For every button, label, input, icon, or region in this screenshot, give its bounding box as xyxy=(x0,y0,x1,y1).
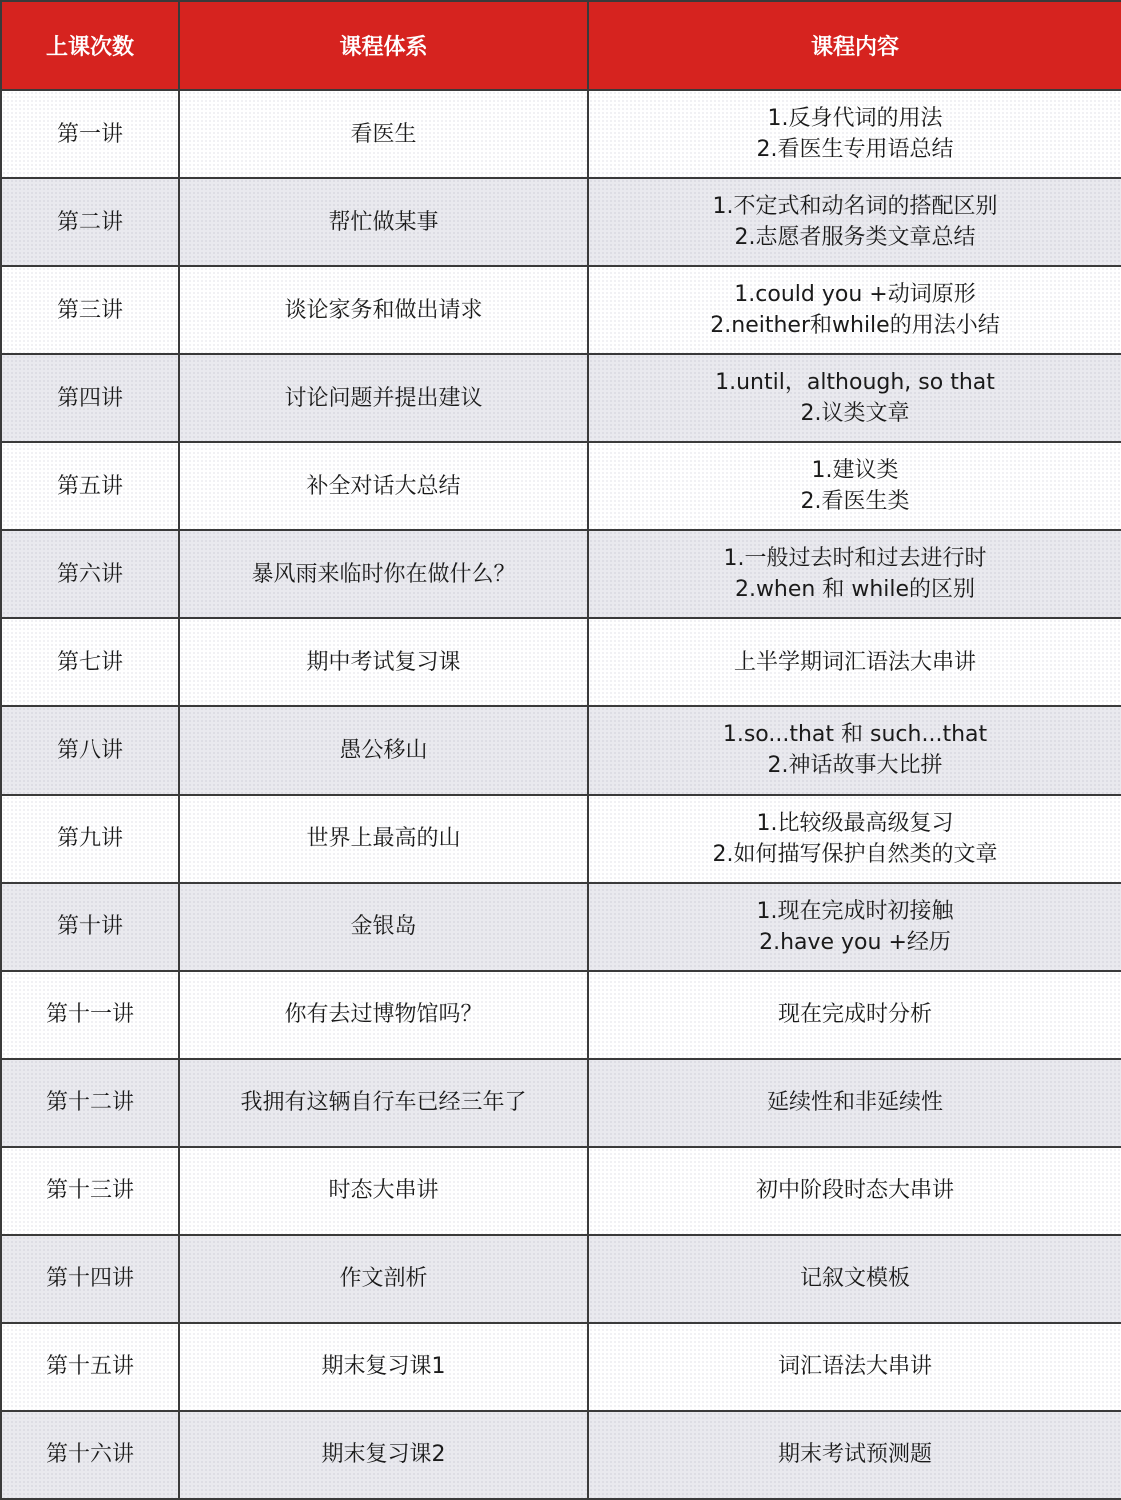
table-row xyxy=(1,618,1121,706)
header-session: 上课次数 xyxy=(1,1,179,90)
content-line: 2.when 和 while的区别 xyxy=(734,577,976,603)
course-system-cell: 帮忙做某事 xyxy=(179,178,588,266)
course-content-cell xyxy=(588,1323,1121,1411)
session-cell: 第六讲 xyxy=(1,530,179,618)
header-content: 课程内容 xyxy=(588,1,1121,90)
header-row xyxy=(1,1,1121,90)
content-line: 延续性和非延续性 xyxy=(766,1090,943,1116)
table-body xyxy=(1,90,1121,1499)
content-line: 2.看医生类 xyxy=(800,489,910,515)
session-cell: 第一讲 xyxy=(1,90,179,178)
content-line: 期末考试预测题 xyxy=(777,1442,932,1468)
table-row xyxy=(1,971,1121,1059)
course-content-cell xyxy=(588,1411,1121,1499)
content-line: 1.until，although, so that xyxy=(715,370,995,396)
course-system-cell: 讨论问题并提出建议 xyxy=(179,354,588,442)
table-row xyxy=(1,354,1121,442)
content-line: 1.现在完成时初接触 xyxy=(756,898,954,924)
content-line: 1.建议类 xyxy=(811,458,899,484)
content-line: 2.neither和while的用法小结 xyxy=(710,313,1000,339)
session-cell: 第十六讲 xyxy=(1,1411,179,1499)
content-line: 记叙文模板 xyxy=(799,1266,910,1292)
session-cell: 第十讲 xyxy=(1,883,179,971)
content-line: 现在完成时分析 xyxy=(777,1002,932,1028)
course-content-cell xyxy=(588,530,1121,618)
course-system-cell: 期末复习课1 xyxy=(179,1323,588,1411)
course-system-cell: 愚公移山 xyxy=(179,706,588,794)
course-content-cell xyxy=(588,1059,1121,1147)
content-line: 2.神话故事大比拼 xyxy=(767,753,943,779)
content-line: 2.志愿者服务类文章总结 xyxy=(734,225,976,251)
content-line: 1.不定式和动名词的搭配区别 xyxy=(712,194,998,220)
session-cell: 第十一讲 xyxy=(1,971,179,1059)
content-line: 2.议类文章 xyxy=(800,401,910,427)
session-cell: 第五讲 xyxy=(1,442,179,530)
table-row xyxy=(1,1059,1121,1147)
session-cell: 第九讲 xyxy=(1,795,179,883)
course-system-cell: 我拥有这辆自行车已经三年了 xyxy=(179,1059,588,1147)
session-cell: 第七讲 xyxy=(1,618,179,706)
course-system-cell: 世界上最高的山 xyxy=(179,795,588,883)
content-line: 初中阶段时态大串讲 xyxy=(755,1178,954,1204)
content-line: 2.如何描写保护自然类的文章 xyxy=(712,841,998,867)
table-row xyxy=(1,178,1121,266)
course-content-cell xyxy=(588,971,1121,1059)
course-system-cell: 期末复习课2 xyxy=(179,1411,588,1499)
session-cell: 第十二讲 xyxy=(1,1059,179,1147)
content-line: 1.比较级最高级复习 xyxy=(756,810,954,836)
table-row xyxy=(1,1147,1121,1235)
course-system-cell: 作文剖析 xyxy=(179,1235,588,1323)
course-system-cell: 补全对话大总结 xyxy=(179,442,588,530)
course-content-cell xyxy=(588,883,1121,971)
course-system-cell: 你有去过博物馆吗？ xyxy=(179,971,588,1059)
table-row xyxy=(1,90,1121,178)
course-system-cell: 暴风雨来临时你在做什么？ xyxy=(179,530,588,618)
table-row xyxy=(1,1411,1121,1499)
course-content-cell xyxy=(588,266,1121,354)
header-system: 课程体系 xyxy=(179,1,588,90)
content-line: 2.看医生专用语总结 xyxy=(756,137,954,163)
table-row xyxy=(1,442,1121,530)
table-row xyxy=(1,883,1121,971)
content-line: 1.could you +动词原形 xyxy=(734,282,976,308)
course-content-cell xyxy=(588,795,1121,883)
table-row xyxy=(1,530,1121,618)
session-cell: 第十五讲 xyxy=(1,1323,179,1411)
session-cell: 第十四讲 xyxy=(1,1235,179,1323)
course-content-cell xyxy=(588,90,1121,178)
course-system-cell: 时态大串讲 xyxy=(179,1147,588,1235)
course-content-cell xyxy=(588,354,1121,442)
table-row xyxy=(1,266,1121,354)
table-row xyxy=(1,1323,1121,1411)
table-row xyxy=(1,706,1121,794)
content-line: 1.反身代词的用法 xyxy=(767,106,943,132)
table-row xyxy=(1,795,1121,883)
content-line: 上半学期词汇语法大串讲 xyxy=(733,649,976,675)
course-content-cell xyxy=(588,618,1121,706)
session-cell: 第三讲 xyxy=(1,266,179,354)
course-content-cell xyxy=(588,1147,1121,1235)
course-system-cell: 期中考试复习课 xyxy=(179,618,588,706)
course-system-cell: 金银岛 xyxy=(179,883,588,971)
course-content-cell xyxy=(588,442,1121,530)
course-content-cell xyxy=(588,706,1121,794)
content-line: 词汇语法大串讲 xyxy=(777,1354,932,1380)
session-cell: 第十三讲 xyxy=(1,1147,179,1235)
content-line: 1.一般过去时和过去进行时 xyxy=(723,546,987,572)
session-cell: 第二讲 xyxy=(1,178,179,266)
content-line: 2.have you +经历 xyxy=(759,929,951,955)
course-system-cell: 看医生 xyxy=(179,90,588,178)
session-cell: 第八讲 xyxy=(1,706,179,794)
content-line: 1.so...that 和 such...that xyxy=(722,722,988,748)
course-content-cell xyxy=(588,1235,1121,1323)
course-content-cell xyxy=(588,178,1121,266)
table-row xyxy=(1,1235,1121,1323)
course-system-cell: 谈论家务和做出请求 xyxy=(179,266,588,354)
session-cell: 第四讲 xyxy=(1,354,179,442)
table-header xyxy=(1,1,1121,90)
